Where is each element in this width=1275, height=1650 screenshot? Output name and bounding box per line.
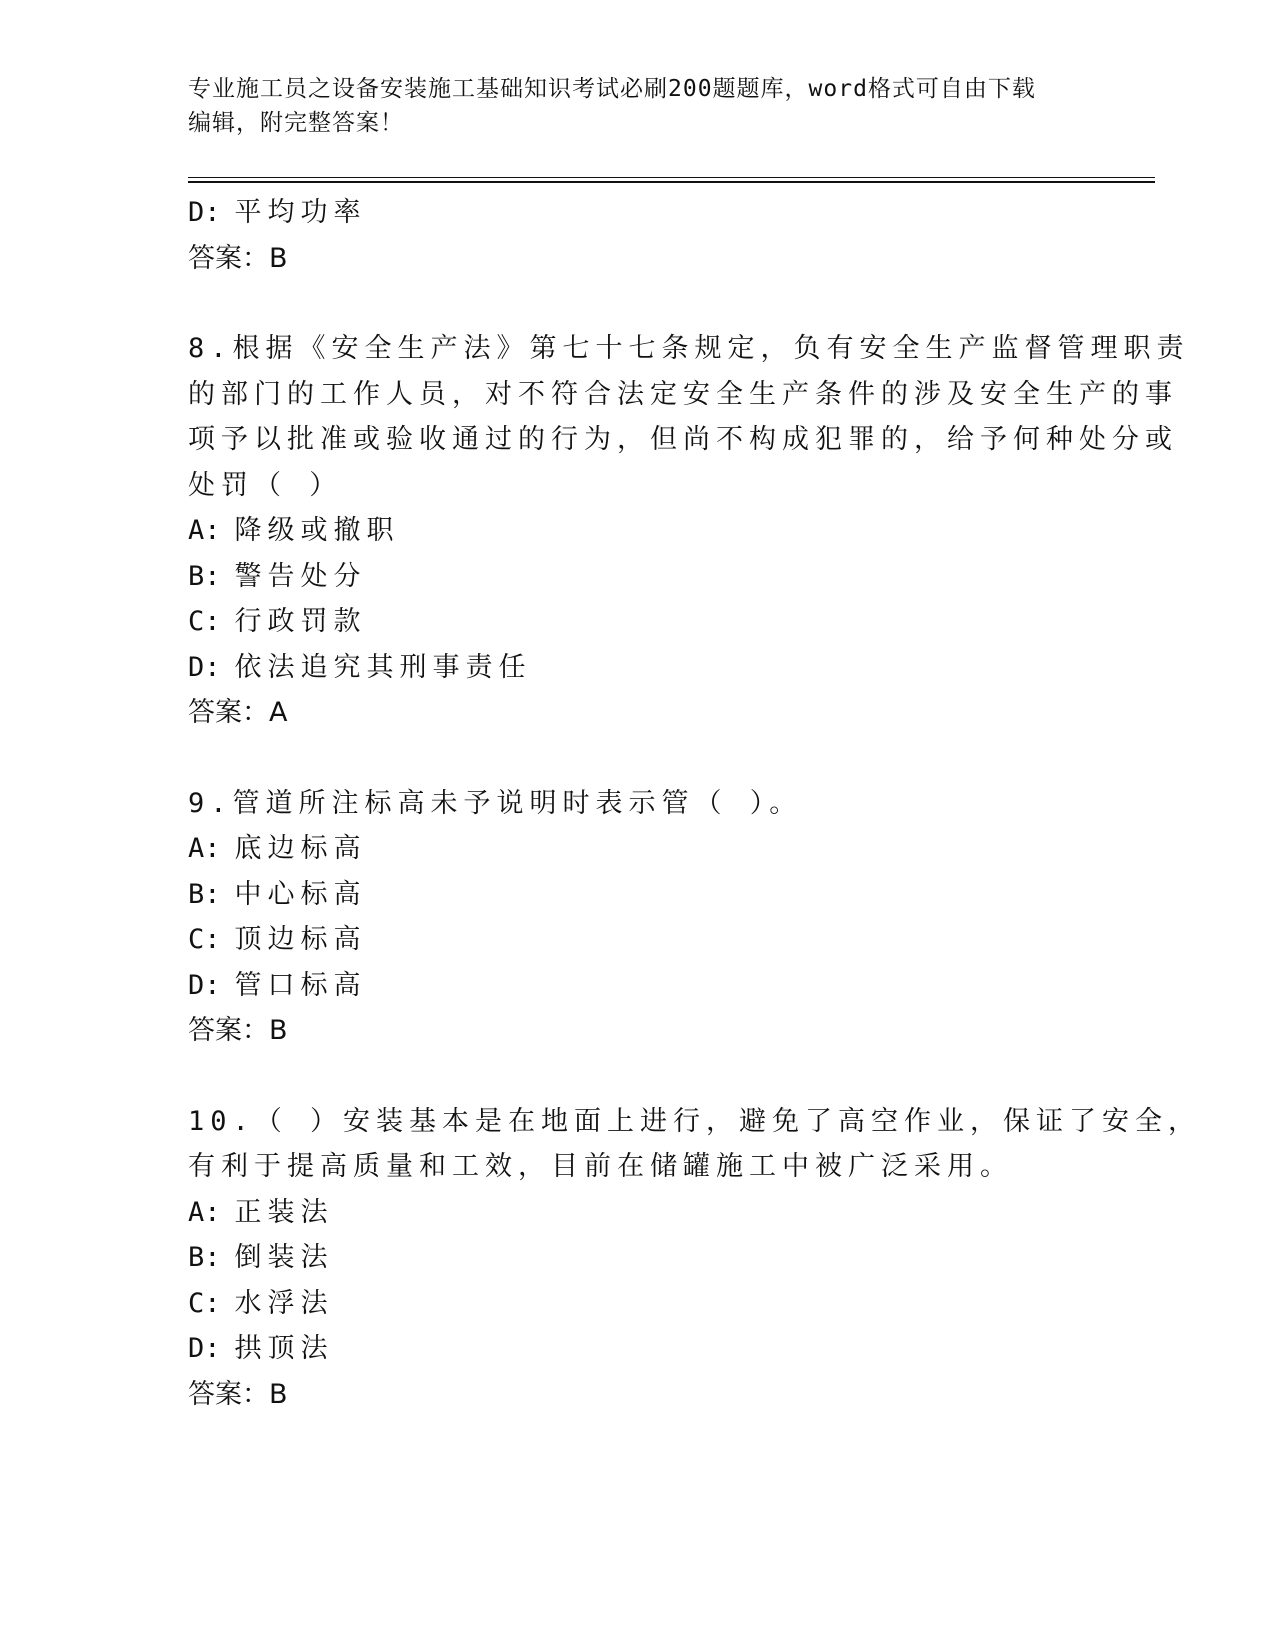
question-text-line: 项予以批准或验收通过的行为，但尚不构成犯罪的，给予何种处分或 <box>188 424 1178 455</box>
option-a <box>188 826 1068 872</box>
answer: 答案：B <box>188 242 288 274</box>
option-b <box>188 872 1068 918</box>
document-header <box>188 72 1068 140</box>
option-key: B: <box>188 1242 221 1273</box>
option-a <box>188 1190 1068 1236</box>
question-text-line: 的部门的工作人员，对不符合法定安全生产条件的涉及安全生产的事 <box>188 378 1178 410</box>
option-text: 依法追究其刑事责任 <box>234 651 532 683</box>
option-c <box>188 599 1068 645</box>
option-text: 正装法 <box>234 1196 334 1228</box>
option-text: 倒装法 <box>234 1242 334 1273</box>
question-9 <box>188 781 1068 1054</box>
document-body <box>188 190 1202 1417</box>
option-key: D: <box>188 197 221 228</box>
option-key: B: <box>188 878 221 910</box>
header-title-line-2: 编辑，附完整答案！ <box>188 110 404 136</box>
question-text-line: 有利于提高质量和工效，目前在储罐施工中被广泛采用。 <box>188 1151 1013 1182</box>
option-text: 水浮法 <box>234 1287 334 1319</box>
header-divider-thin <box>188 177 1155 178</box>
option-key: D: <box>188 1333 221 1364</box>
option-c <box>188 917 1068 963</box>
option-key: A: <box>188 515 221 546</box>
option-key: A: <box>188 833 221 864</box>
header-title-line-1: 专业施工员之设备安装施工基础知识考试必刷200题题库，word格式可自由下载 <box>188 76 1036 102</box>
question-text-line: 8.根据《安全生产法》第七十七条规定，负有安全生产监督管理职责 <box>188 333 1190 364</box>
header-divider-thick <box>188 181 1155 183</box>
option-text: 拱顶法 <box>234 1333 334 1364</box>
option-text: 警告处分 <box>234 560 367 592</box>
option-text: 中心标高 <box>234 878 367 910</box>
answer: 答案：A <box>188 697 288 728</box>
answer: 答案：B <box>188 1378 288 1410</box>
option-text: 行政罚款 <box>234 606 367 637</box>
option-key: C: <box>188 924 221 955</box>
question-8 <box>188 326 1190 736</box>
spacer <box>188 736 1068 781</box>
question-text-line: 10.（ ）安装基本是在地面上进行，避免了高空作业，保证了安全， <box>188 1105 1202 1137</box>
spacer <box>188 1054 1068 1099</box>
option-a <box>188 508 1068 554</box>
option-text: 管口标高 <box>234 969 367 1001</box>
question-text-line: 9.管道所注标高未予说明时表示管（ ）。 <box>188 787 803 819</box>
option-d <box>188 963 1068 1009</box>
option-text: 顶边标高 <box>234 924 367 955</box>
option-d <box>188 190 1068 236</box>
option-text: 平均功率 <box>234 197 367 228</box>
answer: 答案：B <box>188 1015 288 1046</box>
option-key: B: <box>188 560 221 592</box>
option-key: C: <box>188 606 221 637</box>
option-key: D: <box>188 969 221 1001</box>
option-d <box>188 645 1068 691</box>
option-text: 降级或撤职 <box>234 515 400 546</box>
spacer <box>188 281 1068 326</box>
option-text: 底边标高 <box>234 833 367 864</box>
option-key: D: <box>188 651 221 683</box>
question-text-line: 处罚（ ） <box>188 469 343 501</box>
option-key: C: <box>188 1287 221 1319</box>
question-10 <box>188 1099 1202 1418</box>
option-c <box>188 1281 1068 1327</box>
option-key: A: <box>188 1196 221 1228</box>
option-b <box>188 554 1068 600</box>
option-b <box>188 1235 1068 1281</box>
option-d <box>188 1326 1068 1372</box>
